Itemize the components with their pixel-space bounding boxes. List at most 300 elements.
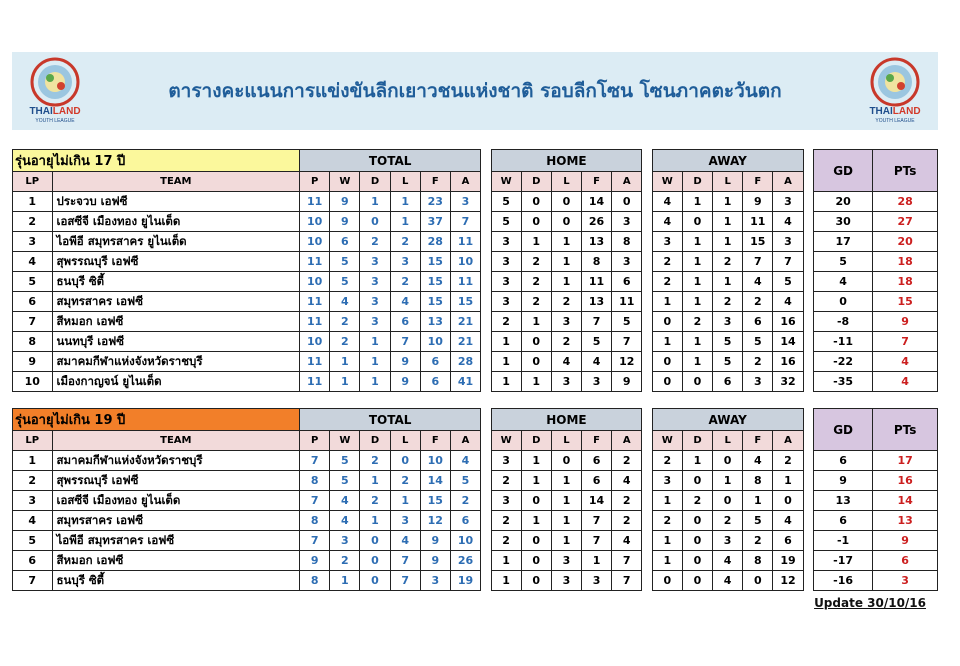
- goals-against-cell: 41: [450, 372, 480, 392]
- points-cell: 9: [873, 312, 938, 332]
- away-won-cell: 1: [652, 491, 682, 511]
- won-cell: 1: [330, 352, 360, 372]
- away-for-cell: 9: [743, 192, 773, 212]
- away-against-cell: 3: [773, 232, 803, 252]
- lost-cell: 7: [390, 332, 420, 352]
- home-lost-cell: 1: [551, 531, 581, 551]
- home-for-cell: 14: [581, 491, 611, 511]
- team-cell: สมาคมกีฬาแห่งจังหวัดราชบุรี: [52, 451, 300, 471]
- col-header: L: [551, 172, 581, 192]
- home-against-cell: 7: [612, 551, 642, 571]
- away-drawn-cell: 0: [682, 471, 712, 491]
- home-against-cell: 4: [612, 531, 642, 551]
- won-cell: 4: [330, 511, 360, 531]
- lp-cell: 10: [13, 372, 53, 392]
- away-lost-cell: 5: [713, 352, 743, 372]
- away-drawn-cell: 0: [682, 212, 712, 232]
- home-against-cell: 2: [612, 451, 642, 471]
- home-for-cell: 14: [581, 192, 611, 212]
- away-against-cell: 16: [773, 312, 803, 332]
- away-against-cell: 12: [773, 571, 803, 591]
- goals-for-cell: 15: [420, 272, 450, 292]
- col-header: W: [330, 431, 360, 451]
- away-drawn-cell: 0: [682, 571, 712, 591]
- home-for-cell: 13: [581, 232, 611, 252]
- away-won-cell: 0: [652, 571, 682, 591]
- won-cell: 1: [330, 571, 360, 591]
- page-title: ตารางคะแนนการแข่งขันลีกเยาวชนแห่งชาติ รอบลีกโซน โซนภาคตะวันตก: [168, 80, 782, 102]
- drawn-cell: 0: [360, 551, 390, 571]
- lost-cell: 2: [390, 471, 420, 491]
- away-drawn-cell: 0: [682, 551, 712, 571]
- away-for-cell: 7: [743, 252, 773, 272]
- update-date: Update 30/10/16: [814, 596, 926, 610]
- standings-row: [13, 212, 938, 232]
- away-against-cell: 4: [773, 212, 803, 232]
- home-against-cell: 6: [612, 272, 642, 292]
- away-lost-cell: 4: [713, 571, 743, 591]
- goals-for-cell: 14: [420, 471, 450, 491]
- goal-difference-cell: -16: [813, 571, 872, 591]
- played-cell: 8: [300, 471, 330, 491]
- lost-cell: 1: [390, 192, 420, 212]
- home-lost-cell: 4: [551, 352, 581, 372]
- goal-difference-cell: 6: [813, 511, 872, 531]
- away-for-cell: 2: [743, 292, 773, 312]
- won-cell: 5: [330, 451, 360, 471]
- points-cell: 14: [873, 491, 938, 511]
- away-drawn-cell: 1: [682, 332, 712, 352]
- goal-difference-cell: 4: [813, 272, 872, 292]
- home-won-cell: 3: [491, 232, 521, 252]
- goals-for-cell: 10: [420, 451, 450, 471]
- team-cell: เอสซีจี เมืองทอง ยูไนเต็ด: [52, 212, 300, 232]
- away-lost-cell: 1: [713, 232, 743, 252]
- team-cell: เมืองกาญจน์ ยูไนเต็ด: [52, 372, 300, 392]
- goal-difference-cell: -17: [813, 551, 872, 571]
- home-drawn-cell: 0: [521, 352, 551, 372]
- lp-cell: 4: [13, 252, 53, 272]
- home-for-cell: 1: [581, 551, 611, 571]
- lp-cell: 4: [13, 511, 53, 531]
- drawn-cell: 3: [360, 252, 390, 272]
- standings-row: [13, 252, 938, 272]
- away-against-cell: 2: [773, 451, 803, 471]
- won-cell: 2: [330, 332, 360, 352]
- team-header: TEAM: [52, 172, 300, 192]
- u17-standings-table: [12, 149, 938, 392]
- home-for-cell: 4: [581, 352, 611, 372]
- home-against-cell: 7: [612, 332, 642, 352]
- away-won-cell: 2: [652, 252, 682, 272]
- lp-header: LP: [13, 172, 53, 192]
- standings-row: [13, 491, 938, 511]
- away-drawn-cell: 1: [682, 352, 712, 372]
- goals-for-cell: 6: [420, 372, 450, 392]
- away-lost-cell: 1: [713, 471, 743, 491]
- goals-against-cell: 11: [450, 272, 480, 292]
- standings-row: [13, 312, 938, 332]
- col-header: W: [652, 172, 682, 192]
- goals-against-cell: 7: [450, 212, 480, 232]
- away-against-cell: 16: [773, 352, 803, 372]
- lp-header: LP: [13, 431, 53, 451]
- total-group-header: TOTAL: [300, 150, 481, 172]
- football-logo-icon: [860, 56, 930, 108]
- home-against-cell: 5: [612, 312, 642, 332]
- away-against-cell: 19: [773, 551, 803, 571]
- home-against-cell: 3: [612, 252, 642, 272]
- goal-difference-cell: 20: [813, 192, 872, 212]
- goals-for-cell: 10: [420, 332, 450, 352]
- home-lost-cell: 1: [551, 471, 581, 491]
- away-won-cell: 1: [652, 292, 682, 312]
- home-for-cell: 6: [581, 451, 611, 471]
- played-cell: 7: [300, 531, 330, 551]
- goal-difference-cell: 0: [813, 292, 872, 312]
- col-header: F: [420, 431, 450, 451]
- col-header: F: [743, 172, 773, 192]
- drawn-cell: 1: [360, 511, 390, 531]
- standings-row: [13, 232, 938, 252]
- home-drawn-cell: 1: [521, 471, 551, 491]
- home-drawn-cell: 0: [521, 491, 551, 511]
- logo-wordmark: THAILAND: [869, 106, 921, 117]
- logo-subtitle: YOUTH LEAGUE: [875, 118, 915, 124]
- away-for-cell: 2: [743, 352, 773, 372]
- away-for-cell: 4: [743, 451, 773, 471]
- won-cell: 5: [330, 471, 360, 491]
- home-won-cell: 3: [491, 451, 521, 471]
- away-lost-cell: 2: [713, 252, 743, 272]
- away-won-cell: 0: [652, 372, 682, 392]
- col-header: L: [713, 431, 743, 451]
- home-lost-cell: 0: [551, 451, 581, 471]
- away-drawn-cell: 0: [682, 511, 712, 531]
- home-against-cell: 2: [612, 511, 642, 531]
- lp-cell: 6: [13, 292, 53, 312]
- home-lost-cell: 1: [551, 491, 581, 511]
- points-cell: 3: [873, 571, 938, 591]
- away-for-cell: 5: [743, 511, 773, 531]
- goals-against-cell: 10: [450, 252, 480, 272]
- away-drawn-cell: 1: [682, 272, 712, 292]
- away-won-cell: 0: [652, 352, 682, 372]
- col-header: F: [581, 431, 611, 451]
- away-against-cell: 4: [773, 511, 803, 531]
- played-cell: 10: [300, 212, 330, 232]
- team-cell: สุพรรณบุรี เอฟซี: [52, 252, 300, 272]
- team-cell: สุพรรณบุรี เอฟซี: [52, 471, 300, 491]
- away-won-cell: 1: [652, 531, 682, 551]
- away-drawn-cell: 0: [682, 372, 712, 392]
- home-against-cell: 7: [612, 571, 642, 591]
- home-drawn-cell: 0: [521, 332, 551, 352]
- goal-difference-cell: -35: [813, 372, 872, 392]
- lp-cell: 1: [13, 192, 53, 212]
- points-cell: 9: [873, 531, 938, 551]
- away-lost-cell: 1: [713, 272, 743, 292]
- goal-difference-cell: 6: [813, 451, 872, 471]
- home-lost-cell: 3: [551, 312, 581, 332]
- away-drawn-cell: 1: [682, 252, 712, 272]
- logo-wordmark: THAILAND: [29, 106, 81, 117]
- goals-against-cell: 15: [450, 292, 480, 312]
- goals-against-cell: 21: [450, 332, 480, 352]
- away-for-cell: 6: [743, 312, 773, 332]
- u17-division-title: รุ่นอายุไม่เกิน 17 ปี: [13, 150, 300, 172]
- standings-row: [13, 451, 938, 471]
- col-header: L: [390, 172, 420, 192]
- away-won-cell: 2: [652, 451, 682, 471]
- points-cell: 4: [873, 372, 938, 392]
- home-drawn-cell: 1: [521, 511, 551, 531]
- away-against-cell: 5: [773, 272, 803, 292]
- col-header: D: [521, 431, 551, 451]
- header-banner: [12, 52, 938, 130]
- lp-cell: 2: [13, 212, 53, 232]
- col-header: A: [773, 431, 803, 451]
- won-cell: 2: [330, 551, 360, 571]
- standings-row: [13, 292, 938, 312]
- goals-against-cell: 4: [450, 451, 480, 471]
- lost-cell: 7: [390, 551, 420, 571]
- away-lost-cell: 6: [713, 372, 743, 392]
- home-for-cell: 7: [581, 511, 611, 531]
- away-for-cell: 2: [743, 531, 773, 551]
- logo-subtitle: YOUTH LEAGUE: [35, 118, 75, 124]
- won-cell: 4: [330, 292, 360, 312]
- points-cell: 18: [873, 252, 938, 272]
- away-won-cell: 4: [652, 192, 682, 212]
- drawn-cell: 1: [360, 332, 390, 352]
- home-for-cell: 3: [581, 372, 611, 392]
- drawn-cell: 0: [360, 212, 390, 232]
- lost-cell: 1: [390, 212, 420, 232]
- lp-cell: 6: [13, 551, 53, 571]
- lp-cell: 5: [13, 531, 53, 551]
- u19-division-title: รุ่นอายุไม่เกิน 19 ปี: [13, 409, 300, 431]
- goals-for-cell: 9: [420, 551, 450, 571]
- home-lost-cell: 0: [551, 212, 581, 232]
- away-won-cell: 3: [652, 471, 682, 491]
- away-against-cell: 3: [773, 192, 803, 212]
- away-for-cell: 1: [743, 491, 773, 511]
- team-cell: ไอพีอี สมุทรสาคร เอฟซี: [52, 531, 300, 551]
- col-header: F: [581, 172, 611, 192]
- away-lost-cell: 4: [713, 551, 743, 571]
- home-lost-cell: 3: [551, 571, 581, 591]
- home-against-cell: 0: [612, 192, 642, 212]
- away-for-cell: 8: [743, 551, 773, 571]
- goals-for-cell: 37: [420, 212, 450, 232]
- home-lost-cell: 1: [551, 232, 581, 252]
- gd-header: GD: [813, 409, 872, 451]
- goal-difference-cell: 13: [813, 491, 872, 511]
- won-cell: 3: [330, 531, 360, 551]
- home-lost-cell: 1: [551, 252, 581, 272]
- col-header: L: [551, 431, 581, 451]
- away-lost-cell: 0: [713, 491, 743, 511]
- home-drawn-cell: 2: [521, 292, 551, 312]
- u19-standings-table: [12, 408, 938, 591]
- points-cell: 20: [873, 232, 938, 252]
- home-won-cell: 1: [491, 571, 521, 591]
- gd-header: GD: [813, 150, 872, 192]
- away-lost-cell: 0: [713, 451, 743, 471]
- home-won-cell: 1: [491, 332, 521, 352]
- away-drawn-cell: 2: [682, 312, 712, 332]
- goals-for-cell: 15: [420, 292, 450, 312]
- away-for-cell: 4: [743, 272, 773, 292]
- away-drawn-cell: 1: [682, 192, 712, 212]
- home-for-cell: 7: [581, 312, 611, 332]
- home-against-cell: 8: [612, 232, 642, 252]
- team-cell: สีหมอก เอฟซี: [52, 312, 300, 332]
- home-for-cell: 7: [581, 531, 611, 551]
- won-cell: 5: [330, 272, 360, 292]
- col-header: A: [773, 172, 803, 192]
- goals-against-cell: 19: [450, 571, 480, 591]
- home-won-cell: 3: [491, 292, 521, 312]
- goals-against-cell: 26: [450, 551, 480, 571]
- standings-row: [13, 352, 938, 372]
- drawn-cell: 1: [360, 372, 390, 392]
- won-cell: 1: [330, 372, 360, 392]
- team-cell: ประจวบ เอฟซี: [52, 192, 300, 212]
- played-cell: 7: [300, 491, 330, 511]
- home-for-cell: 5: [581, 332, 611, 352]
- drawn-cell: 3: [360, 312, 390, 332]
- away-lost-cell: 3: [713, 531, 743, 551]
- won-cell: 6: [330, 232, 360, 252]
- home-lost-cell: 3: [551, 372, 581, 392]
- standings-row: [13, 272, 938, 292]
- played-cell: 11: [300, 192, 330, 212]
- team-cell: สีหมอก เอฟซี: [52, 551, 300, 571]
- standings-row: [13, 531, 938, 551]
- home-won-cell: 1: [491, 551, 521, 571]
- goals-for-cell: 15: [420, 491, 450, 511]
- away-against-cell: 14: [773, 332, 803, 352]
- home-drawn-cell: 2: [521, 252, 551, 272]
- points-cell: 6: [873, 551, 938, 571]
- points-cell: 4: [873, 352, 938, 372]
- home-drawn-cell: 1: [521, 232, 551, 252]
- won-cell: 5: [330, 252, 360, 272]
- away-for-cell: 11: [743, 212, 773, 232]
- drawn-cell: 0: [360, 571, 390, 591]
- lost-cell: 6: [390, 312, 420, 332]
- lost-cell: 9: [390, 352, 420, 372]
- total-group-header: TOTAL: [300, 409, 481, 431]
- team-cell: ธนบุรี ซิตี้: [52, 272, 300, 292]
- home-for-cell: 8: [581, 252, 611, 272]
- home-drawn-cell: 0: [521, 192, 551, 212]
- lp-cell: 8: [13, 332, 53, 352]
- standings-row: [13, 372, 938, 392]
- away-lost-cell: 1: [713, 192, 743, 212]
- home-drawn-cell: 1: [521, 372, 551, 392]
- home-won-cell: 5: [491, 192, 521, 212]
- away-against-cell: 6: [773, 531, 803, 551]
- goals-against-cell: 3: [450, 192, 480, 212]
- goals-for-cell: 23: [420, 192, 450, 212]
- points-cell: 18: [873, 272, 938, 292]
- played-cell: 8: [300, 511, 330, 531]
- col-header: D: [682, 431, 712, 451]
- away-against-cell: 4: [773, 292, 803, 312]
- home-won-cell: 1: [491, 372, 521, 392]
- team-cell: สมุทรสาคร เอฟซี: [52, 292, 300, 312]
- away-against-cell: 1: [773, 471, 803, 491]
- home-drawn-cell: 1: [521, 451, 551, 471]
- standings-row: [13, 551, 938, 571]
- home-against-cell: 2: [612, 491, 642, 511]
- away-drawn-cell: 0: [682, 531, 712, 551]
- home-against-cell: 9: [612, 372, 642, 392]
- played-cell: 11: [300, 372, 330, 392]
- played-cell: 8: [300, 571, 330, 591]
- col-header: D: [521, 172, 551, 192]
- away-won-cell: 2: [652, 511, 682, 531]
- drawn-cell: 2: [360, 451, 390, 471]
- home-lost-cell: 1: [551, 272, 581, 292]
- home-drawn-cell: 1: [521, 312, 551, 332]
- goals-for-cell: 9: [420, 531, 450, 551]
- lp-cell: 9: [13, 352, 53, 372]
- won-cell: 9: [330, 212, 360, 232]
- points-cell: 15: [873, 292, 938, 312]
- team-header: TEAM: [52, 431, 300, 451]
- points-cell: 13: [873, 511, 938, 531]
- home-won-cell: 2: [491, 312, 521, 332]
- played-cell: 11: [300, 312, 330, 332]
- drawn-cell: 1: [360, 192, 390, 212]
- team-cell: สมาคมกีฬาแห่งจังหวัดราชบุรี: [52, 352, 300, 372]
- home-for-cell: 11: [581, 272, 611, 292]
- away-won-cell: 0: [652, 312, 682, 332]
- home-against-cell: 4: [612, 471, 642, 491]
- goals-for-cell: 13: [420, 312, 450, 332]
- col-header: A: [612, 172, 642, 192]
- away-for-cell: 0: [743, 571, 773, 591]
- col-header: W: [491, 172, 521, 192]
- away-won-cell: 1: [652, 551, 682, 571]
- goals-for-cell: 6: [420, 352, 450, 372]
- col-header: W: [491, 431, 521, 451]
- home-lost-cell: 2: [551, 292, 581, 312]
- played-cell: 10: [300, 232, 330, 252]
- home-for-cell: 6: [581, 471, 611, 491]
- played-cell: 11: [300, 252, 330, 272]
- goals-for-cell: 15: [420, 252, 450, 272]
- away-against-cell: 0: [773, 491, 803, 511]
- col-header: D: [360, 172, 390, 192]
- goals-against-cell: 28: [450, 352, 480, 372]
- away-for-cell: 5: [743, 332, 773, 352]
- won-cell: 2: [330, 312, 360, 332]
- points-cell: 7: [873, 332, 938, 352]
- home-against-cell: 12: [612, 352, 642, 372]
- points-cell: 17: [873, 451, 938, 471]
- team-cell: สมุทรสาคร เอฟซี: [52, 511, 300, 531]
- home-drawn-cell: 0: [521, 212, 551, 232]
- away-won-cell: 3: [652, 232, 682, 252]
- lost-cell: 4: [390, 531, 420, 551]
- away-against-cell: 32: [773, 372, 803, 392]
- played-cell: 9: [300, 551, 330, 571]
